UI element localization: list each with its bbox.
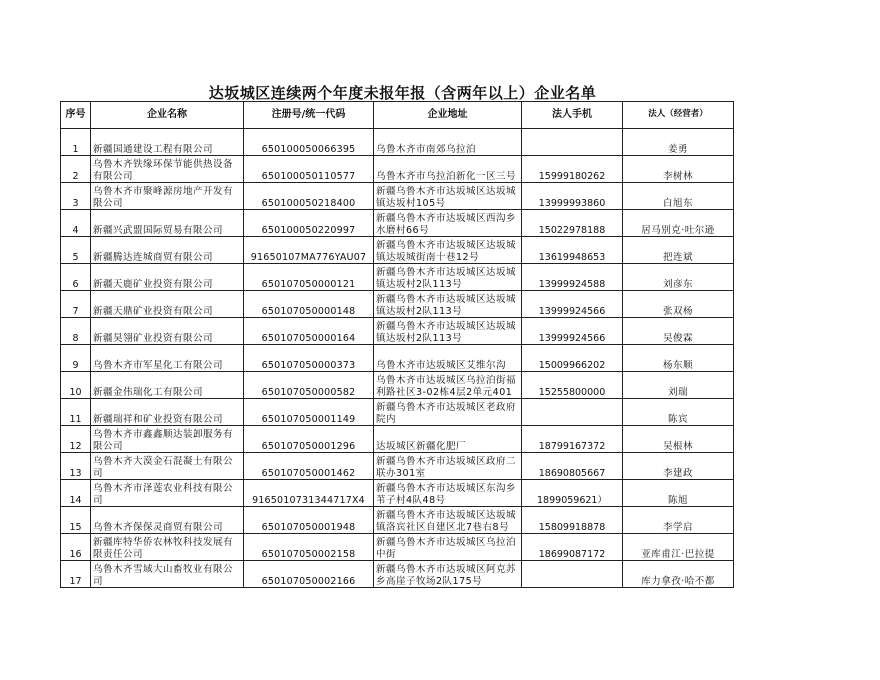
phone-cell: 1899059621） (522, 480, 623, 507)
seq-cell: 17 (61, 561, 91, 588)
phone-cell: 15809918878 (522, 507, 623, 534)
person-cell: 白旭东 (623, 183, 734, 210)
addr-cell: 新疆乌鲁木齐市达坂城区达坂城镇达坂村2队113号 (374, 318, 522, 345)
seq-cell: 3 (61, 183, 91, 210)
person-cell: 陈宾 (623, 399, 734, 426)
name-cell: 新疆腾达连城商贸有限公司 (91, 237, 244, 264)
phone-cell: 13999924588 (522, 264, 623, 291)
name-cell: 新疆天鹿矿业投资有限公司 (91, 264, 244, 291)
addr-cell: 新疆乌鲁木齐市达坂城区乌拉泊中街 (374, 534, 522, 561)
phone-cell: 13999993860 (522, 183, 623, 210)
reg-cell: 650100050066395 (244, 129, 374, 156)
addr-cell: 新疆乌鲁木齐市达坂城区达坂城镇达坂村105号 (374, 183, 522, 210)
reg-cell: 91650107MA776YAU07 (244, 237, 374, 264)
name-cell: 新疆库特华侨农林牧科技发展有限责任公司 (91, 534, 244, 561)
name-cell: 乌鲁木齐市军星化工有限公司 (91, 345, 244, 372)
name-cell: 乌鲁木齐市泽莲农业科技有限公司 (91, 480, 244, 507)
name-cell: 新疆天鼎矿业投资有限公司 (91, 291, 244, 318)
person-cell: 杨东顺 (623, 345, 734, 372)
header-name: 企业名称 (91, 102, 244, 129)
person-cell: 李建政 (623, 453, 734, 480)
addr-cell: 新疆乌鲁木齐市达坂城区达坂城镇达坂村2队113号 (374, 264, 522, 291)
seq-cell: 14 (61, 480, 91, 507)
phone-cell: 18690805667 (522, 453, 623, 480)
table-row (61, 210, 734, 237)
person-cell: 库力拿孜·哈不都 (623, 561, 734, 588)
person-cell: 吴俊霖 (623, 318, 734, 345)
table-row (61, 264, 734, 291)
name-cell: 新疆瑞祥和矿业投资有限公司 (91, 399, 244, 426)
seq-cell: 6 (61, 264, 91, 291)
addr-cell: 新疆乌鲁木齐市达坂城区政府二联办301室 (374, 453, 522, 480)
reg-cell: 650107050000121 (244, 264, 374, 291)
name-cell: 新疆金伟瑞化工有限公司 (91, 372, 244, 399)
table-row (61, 399, 734, 426)
seq-cell: 15 (61, 507, 91, 534)
reg-cell: 650107050000148 (244, 291, 374, 318)
addr-cell: 达坂城区新疆化肥厂 (374, 426, 522, 453)
addr-cell: 新疆乌鲁木齐市达坂城区达坂城镇达坂城街南十巷12号 (374, 237, 522, 264)
reg-cell: 650107050000582 (244, 372, 374, 399)
addr-cell: 新疆乌鲁木齐市达坂城区达坂城镇洛宾社区自建区北7巷右8号 (374, 507, 522, 534)
seq-cell: 5 (61, 237, 91, 264)
person-cell: 吴根林 (623, 426, 734, 453)
person-cell: 李学启 (623, 507, 734, 534)
seq-cell: 16 (61, 534, 91, 561)
seq-cell: 7 (61, 291, 91, 318)
seq-cell: 2 (61, 156, 91, 183)
person-cell: 亚库甫江·巴拉提 (623, 534, 734, 561)
reg-cell: 650107050002166 (244, 561, 374, 588)
reg-cell: 650107050001948 (244, 507, 374, 534)
addr-cell: 新疆乌鲁木齐市达坂城区达坂城镇达坂村2队113号 (374, 291, 522, 318)
phone-cell: 15999180262 (522, 156, 623, 183)
document-title: 达坂城区连续两个年度未报年报（含两年以上）企业名单 (208, 84, 597, 102)
addr-cell: 乌鲁木齐市南郊乌拉泊 (374, 129, 522, 156)
phone-cell: 15255800000 (522, 372, 623, 399)
table-row (61, 183, 734, 210)
table-row (61, 534, 734, 561)
header-reg: 注册号/统一代码 (244, 102, 374, 129)
phone-cell: 15022978188 (522, 210, 623, 237)
name-cell: 乌鲁木齐雪域大山畜牧业有限公司 (91, 561, 244, 588)
seq-cell: 11 (61, 399, 91, 426)
phone-cell: 13619948653 (522, 237, 623, 264)
phone-cell (522, 399, 623, 426)
name-cell: 新疆兴武盟国际贸易有限公司 (91, 210, 244, 237)
reg-cell: 650100050110577 (244, 156, 374, 183)
table-row (61, 345, 734, 372)
name-cell: 乌鲁木齐保保灵商贸有限公司 (91, 507, 244, 534)
reg-cell: 650100050218400 (244, 183, 374, 210)
addr-cell: 乌鲁木齐市达坂城区艾维尔沟 (374, 345, 522, 372)
name-cell: 新疆国通建设工程有限公司 (91, 129, 244, 156)
person-cell: 刘彦东 (623, 264, 734, 291)
person-cell: 把连斌 (623, 237, 734, 264)
table-row (61, 156, 734, 183)
addr-cell: 新疆乌鲁木齐市达坂城区阿克苏乡高崖子牧场2队175号 (374, 561, 522, 588)
name-cell: 乌鲁木齐铁缘环保节能供热设备有限公司 (91, 156, 244, 183)
reg-cell: 650100050220997 (244, 210, 374, 237)
phone-cell: 18799167372 (522, 426, 623, 453)
reg-cell: 650107050001149 (244, 399, 374, 426)
header-seq: 序号 (61, 102, 91, 129)
addr-cell: 乌鲁木齐市乌拉泊新化一区三号 (374, 156, 522, 183)
seq-cell: 8 (61, 318, 91, 345)
reg-cell: 650107050000164 (244, 318, 374, 345)
header-addr: 企业地址 (374, 102, 522, 129)
header-person: 法人（经营者） (623, 102, 734, 129)
person-cell: 居马别克·吐尔逊 (623, 210, 734, 237)
seq-cell: 1 (61, 129, 91, 156)
seq-cell: 10 (61, 372, 91, 399)
reg-cell: 650107050001462 (244, 453, 374, 480)
table-row (61, 561, 734, 588)
reg-cell: 650107050001296 (244, 426, 374, 453)
person-cell: 姜勇 (623, 129, 734, 156)
person-cell: 张双杨 (623, 291, 734, 318)
reg-cell: 650107050000373 (244, 345, 374, 372)
addr-cell: 新疆乌鲁木齐市达坂城区西沟乡水磨村66号 (374, 210, 522, 237)
table-row (61, 129, 734, 156)
table-row (61, 426, 734, 453)
addr-cell: 乌鲁木齐市达坂城区乌拉泊街福利路社区3-02栋4层2单元401 (374, 372, 522, 399)
name-cell: 乌鲁木齐大漠金石混凝土有限公司 (91, 453, 244, 480)
table-row (61, 480, 734, 507)
name-cell: 新疆昊翎矿业投资有限公司 (91, 318, 244, 345)
table-row (61, 453, 734, 480)
phone-cell: 18699087172 (522, 534, 623, 561)
table-row (61, 372, 734, 399)
addr-cell: 新疆乌鲁木齐市达坂城区老政府院内 (374, 399, 522, 426)
seq-cell: 4 (61, 210, 91, 237)
reg-cell: 650107050002158 (244, 534, 374, 561)
phone-cell (522, 561, 623, 588)
name-cell: 乌鲁木齐市聚峰源房地产开发有限公司 (91, 183, 244, 210)
table-row (61, 318, 734, 345)
header-row (61, 102, 734, 129)
table-row (61, 507, 734, 534)
seq-cell: 13 (61, 453, 91, 480)
table-row (61, 237, 734, 264)
phone-cell: 13999924566 (522, 318, 623, 345)
addr-cell: 新疆乌鲁木齐市达坂城区东沟乡苇子村4队48号 (374, 480, 522, 507)
seq-cell: 9 (61, 345, 91, 372)
person-cell: 陈旭 (623, 480, 734, 507)
phone-cell: 15009966202 (522, 345, 623, 372)
table-row (61, 291, 734, 318)
person-cell: 刘瑞 (623, 372, 734, 399)
phone-cell (522, 129, 623, 156)
enterprise-table (60, 101, 734, 588)
phone-cell: 13999924566 (522, 291, 623, 318)
name-cell: 乌鲁木齐市鑫鑫顺达装卸服务有限公司 (91, 426, 244, 453)
reg-cell: 916501073134471​7X4 (244, 480, 374, 507)
header-phone: 法人手机 (522, 102, 623, 129)
person-cell: 李树林 (623, 156, 734, 183)
seq-cell: 12 (61, 426, 91, 453)
